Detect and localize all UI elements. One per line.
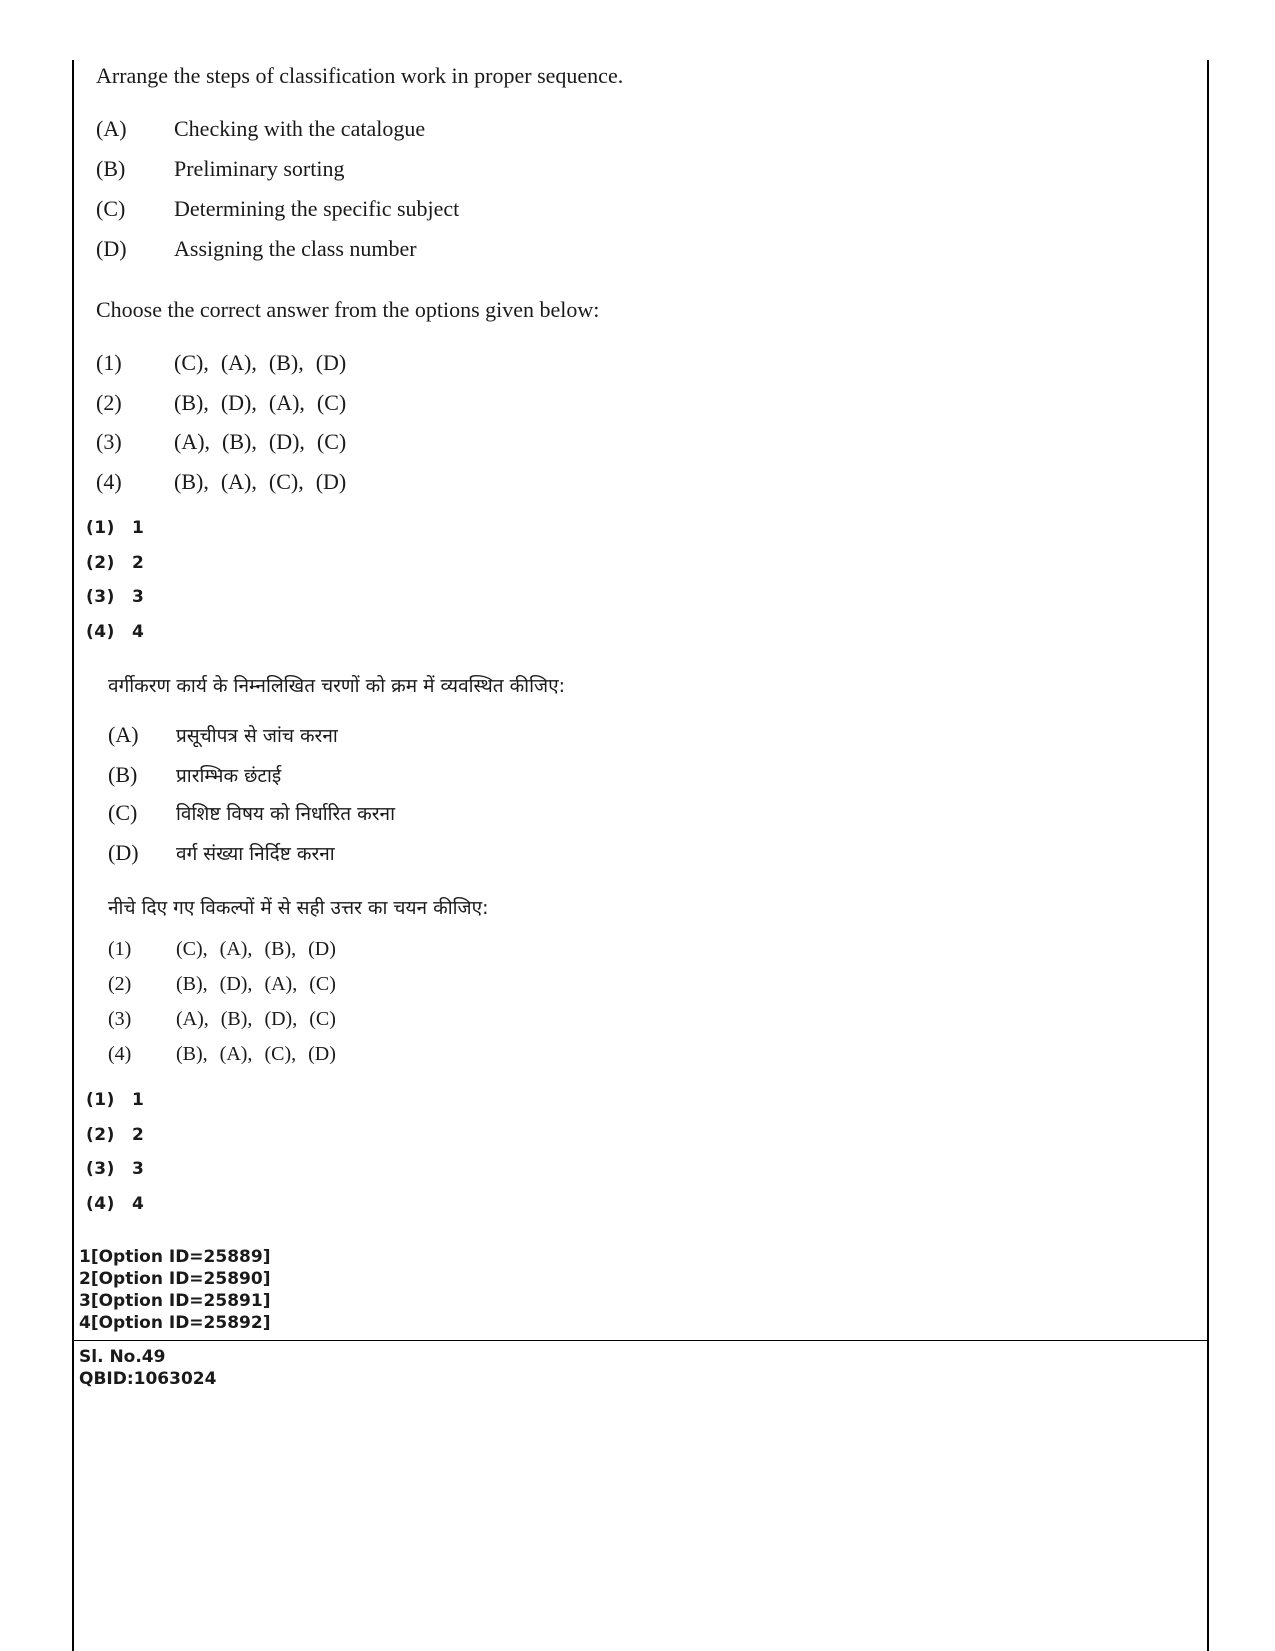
- answer-value: 4: [132, 1194, 145, 1214]
- seq-item: (C): [309, 973, 336, 995]
- answer-option-hi-3[interactable]: [86, 1159, 144, 1179]
- choice-label: (2): [108, 973, 132, 995]
- answer-label: (4): [86, 1194, 115, 1214]
- answer-value: 2: [132, 553, 145, 573]
- choice-label: (1): [96, 350, 122, 375]
- choice-label: (3): [96, 429, 122, 454]
- answer-option-hi-2[interactable]: [86, 1125, 144, 1145]
- prompt-en: Choose the correct answer from the options given below:: [96, 297, 600, 322]
- answer-value: 2: [132, 1125, 145, 1145]
- answer-label: (3): [86, 587, 115, 607]
- seq-item: (D),: [220, 390, 257, 415]
- seq-item: (D): [315, 469, 347, 494]
- question-divider: [72, 1340, 1209, 1341]
- answer-value: 1: [132, 1090, 145, 1110]
- answer-option-en-3[interactable]: [86, 587, 144, 607]
- item-text: वर्ग संख्या निर्दिष्ट करना: [176, 843, 335, 865]
- seq-item: (D),: [264, 1008, 298, 1030]
- seq-item: (D): [315, 350, 347, 375]
- item-text: Checking with the catalogue: [174, 116, 426, 141]
- question-stem-hi: वर्गीकरण कार्य के निम्नलिखित चरणों को क्रम में व्यवस्थित कीजिए:: [108, 675, 566, 697]
- seq-item: (A),: [219, 1043, 253, 1065]
- item-label: (C): [108, 800, 138, 825]
- answer-value: 1: [132, 518, 145, 538]
- seq-item: (D),: [219, 973, 253, 995]
- seq-item: (B),: [174, 390, 209, 415]
- answer-label: (1): [86, 1090, 115, 1110]
- item-label: (B): [96, 156, 126, 181]
- item-label: (A): [108, 722, 139, 747]
- item-text: Preliminary sorting: [174, 156, 345, 181]
- seq-item: (C),: [176, 938, 208, 960]
- item-text: प्रसूचीपत्र से जांच करना: [176, 725, 338, 747]
- seq-item: (A),: [220, 350, 257, 375]
- seq-item: (C),: [174, 350, 209, 375]
- seq-item: (A),: [174, 429, 211, 454]
- answer-label: (4): [86, 622, 115, 642]
- answer-option-en-2[interactable]: [86, 553, 144, 573]
- seq-item: (A),: [264, 973, 298, 995]
- seq-item: (C): [316, 390, 347, 415]
- seq-item: (B),: [176, 1043, 208, 1065]
- option-id: 2[Option ID=25890]: [79, 1269, 271, 1289]
- item-label: (C): [96, 196, 126, 221]
- item-label: (D): [108, 840, 139, 865]
- answer-value: 3: [132, 1159, 145, 1179]
- choice-label: (2): [96, 390, 122, 415]
- choice-label: (1): [108, 938, 132, 960]
- answer-option-hi-4[interactable]: [86, 1194, 144, 1214]
- seq-item: (C),: [264, 1043, 297, 1065]
- seq-item: (D): [308, 1043, 336, 1065]
- choice-label: (4): [108, 1043, 132, 1065]
- item-text: Determining the specific subject: [174, 196, 460, 221]
- answer-label: (2): [86, 1125, 115, 1145]
- item-text: प्रारम्भिक छंटाई: [176, 765, 282, 787]
- seq-item: (A),: [219, 938, 253, 960]
- seq-item: (B),: [176, 973, 208, 995]
- choice-label: (4): [96, 469, 122, 494]
- choice-label: (3): [108, 1008, 132, 1030]
- answer-label: (2): [86, 553, 115, 573]
- answer-label: (1): [86, 518, 115, 538]
- serial-number: Sl. No.49: [79, 1347, 166, 1367]
- next-question-meta: [79, 1346, 216, 1390]
- qbid: QBID:1063024: [79, 1369, 217, 1389]
- seq-item: (A),: [176, 1008, 209, 1030]
- option-id: 3[Option ID=25891]: [79, 1291, 271, 1311]
- answer-option-hi-1[interactable]: [86, 1090, 144, 1110]
- option-id: 4[Option ID=25892]: [79, 1313, 271, 1333]
- item-text: Assigning the class number: [174, 236, 417, 261]
- item-label: (D): [96, 236, 127, 261]
- seq-item: (C): [309, 1008, 336, 1030]
- seq-item: (C),: [268, 469, 304, 494]
- answer-label: (3): [86, 1159, 115, 1179]
- seq-item: (A),: [220, 469, 257, 494]
- seq-item: (D): [308, 938, 336, 960]
- question-stem-en: Arrange the steps of classification work in proper sequence.: [96, 63, 624, 88]
- answer-value: 4: [132, 622, 145, 642]
- answer-option-en-1[interactable]: [86, 518, 144, 538]
- item-label: (B): [108, 762, 138, 787]
- prompt-hi: नीचे दिए गए विकल्पों में से सही उत्तर का चयन कीजिए:: [108, 897, 489, 919]
- seq-item: (B),: [264, 938, 297, 960]
- option-id-list: [79, 1246, 270, 1334]
- answer-option-en-4[interactable]: [86, 622, 144, 642]
- seq-item: (A),: [268, 390, 305, 415]
- seq-item: (B),: [222, 429, 257, 454]
- answer-value: 3: [132, 587, 145, 607]
- option-id: 1[Option ID=25889]: [79, 1247, 271, 1267]
- seq-item: (C): [316, 429, 347, 454]
- seq-item: (B),: [174, 469, 209, 494]
- seq-item: (D),: [268, 429, 305, 454]
- item-text: विशिष्ट विषय को निर्धारित करना: [176, 803, 396, 825]
- seq-item: (B),: [220, 1008, 253, 1030]
- item-label: (A): [96, 116, 127, 141]
- seq-item: (B),: [268, 350, 304, 375]
